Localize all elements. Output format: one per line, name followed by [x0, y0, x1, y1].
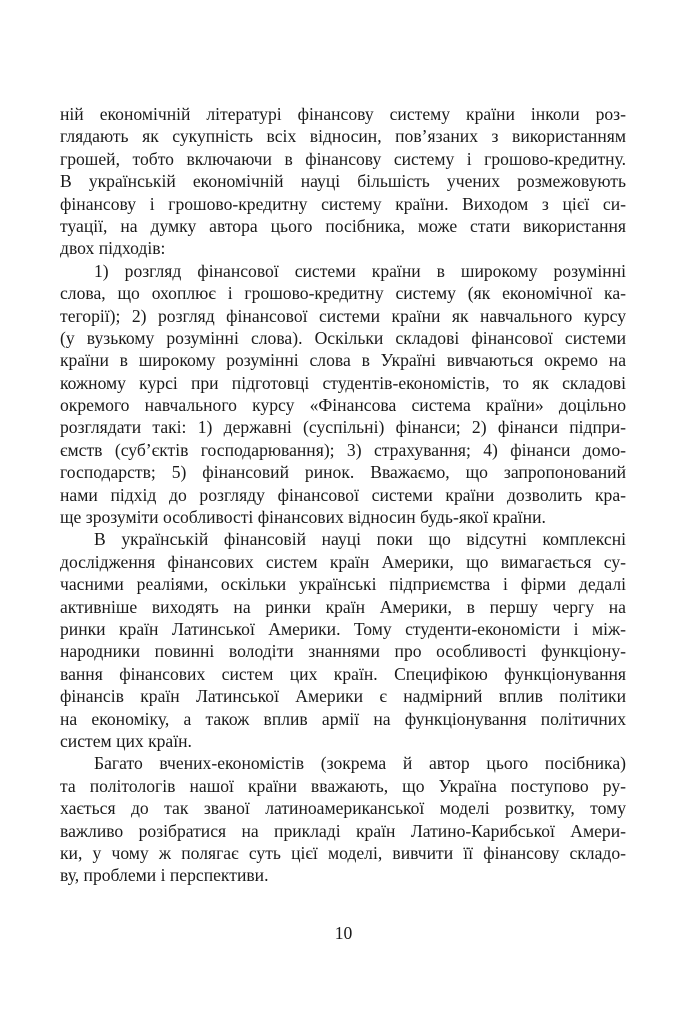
text-line: В українській економічній науці більшість учених розмежовують [60, 171, 626, 192]
text-line: часними реаліями, оскільки українські підприємства і фірми дедалі [60, 574, 626, 595]
text-line: кожному курсі при підготовці студентів-економістів, то як складові [60, 372, 626, 393]
text-line: глядають як сукупність всіх відносин, пов’язаних з використанням [60, 126, 626, 147]
page-number: 10 [334, 923, 353, 943]
paragraph [60, 528, 626, 752]
text-line: Багато вчених-економістів (зокрема й автор цього посібника) [94, 753, 626, 774]
text-line: хається до так званої латиноамериканської моделі розвитку, тому [60, 798, 626, 819]
body-text [60, 103, 626, 887]
text-line: народники повинні володіти знаннями про особливості функціону- [60, 641, 626, 662]
text-line: нами підхід до розгляду фінансової системи країни дозволить кра- [60, 484, 626, 505]
text-line: В українській фінансовій науці поки що відсутні комплексні [94, 529, 626, 550]
text-line: важливо розібратися на прикладі країн Латино-Карибської Амери- [60, 820, 626, 841]
text-line: фінансову і грошово-кредитну систему країни. Виходом з цієї си- [60, 193, 626, 214]
text-line: ємств (суб’єктів господарювання); 3) страхування; 4) фінанси домо- [60, 439, 626, 460]
text-line: вання фінансових систем цих країн. Специфікою функціонування [60, 663, 626, 684]
text-line: тегорії); 2) розгляд фінансової системи країни як навчального курсу [60, 305, 626, 326]
paragraph [60, 103, 626, 260]
text-line: на економіку, а також вплив армії на функціонування політичних [60, 708, 626, 729]
paragraph [60, 752, 626, 886]
text-line: дослідження фінансових систем країн Америки, що вимагається су- [60, 551, 626, 572]
text-line: двох підходів: [60, 238, 166, 259]
text-line: та політологів нашої країни вважають, що Україна поступово ру- [60, 775, 626, 796]
text-line: 1) розгляд фінансової системи країни в широкому розумінні [94, 260, 626, 281]
text-line: грошей, тобто включаючи в фінансову систему і грошово-кредитну. [60, 148, 626, 169]
text-line: фінансів країн Латинської Америки є надмірний вплив політики [60, 686, 626, 707]
text-line: туації, на думку автора цього посібника, може стати використання [60, 215, 626, 236]
paragraph [60, 260, 626, 529]
text-line: розглядати такі: 1) державні (суспільні) фінанси; 2) фінанси підпри- [60, 417, 626, 438]
text-line: ву, проблеми і перспективи. [60, 865, 269, 886]
text-line: (у вузькому розумінні слова). Оскільки складові фінансової системи [60, 327, 626, 348]
text-line: окремого навчального курсу «Фінансова система країни» доцільно [60, 395, 626, 416]
text-line: ки, у чому ж полягає суть цієї моделі, вивчити її фінансову складо- [60, 842, 626, 863]
text-line: ринки країн Латинської Америки. Тому студенти-економісти і між- [60, 618, 626, 639]
text-line: країни в широкому розумінні слова в Україні вивчаються окремо на [60, 350, 626, 371]
text-line: ще зрозуміти особливості фінансових відносин будь-якої країни. [60, 507, 546, 528]
text-line: ній економічній літературі фінансову систему країни інколи роз- [60, 104, 626, 124]
text-line: активніше виходять на ринки країн Америки, в першу чергу на [60, 596, 626, 617]
text-line: господарств; 5) фінансовий ринок. Вважаємо, що запропонований [60, 462, 626, 483]
text-line: систем цих країн. [60, 730, 192, 751]
text-line: слова, що охоплює і грошово-кредитну систему (як економічної ка- [60, 283, 626, 304]
